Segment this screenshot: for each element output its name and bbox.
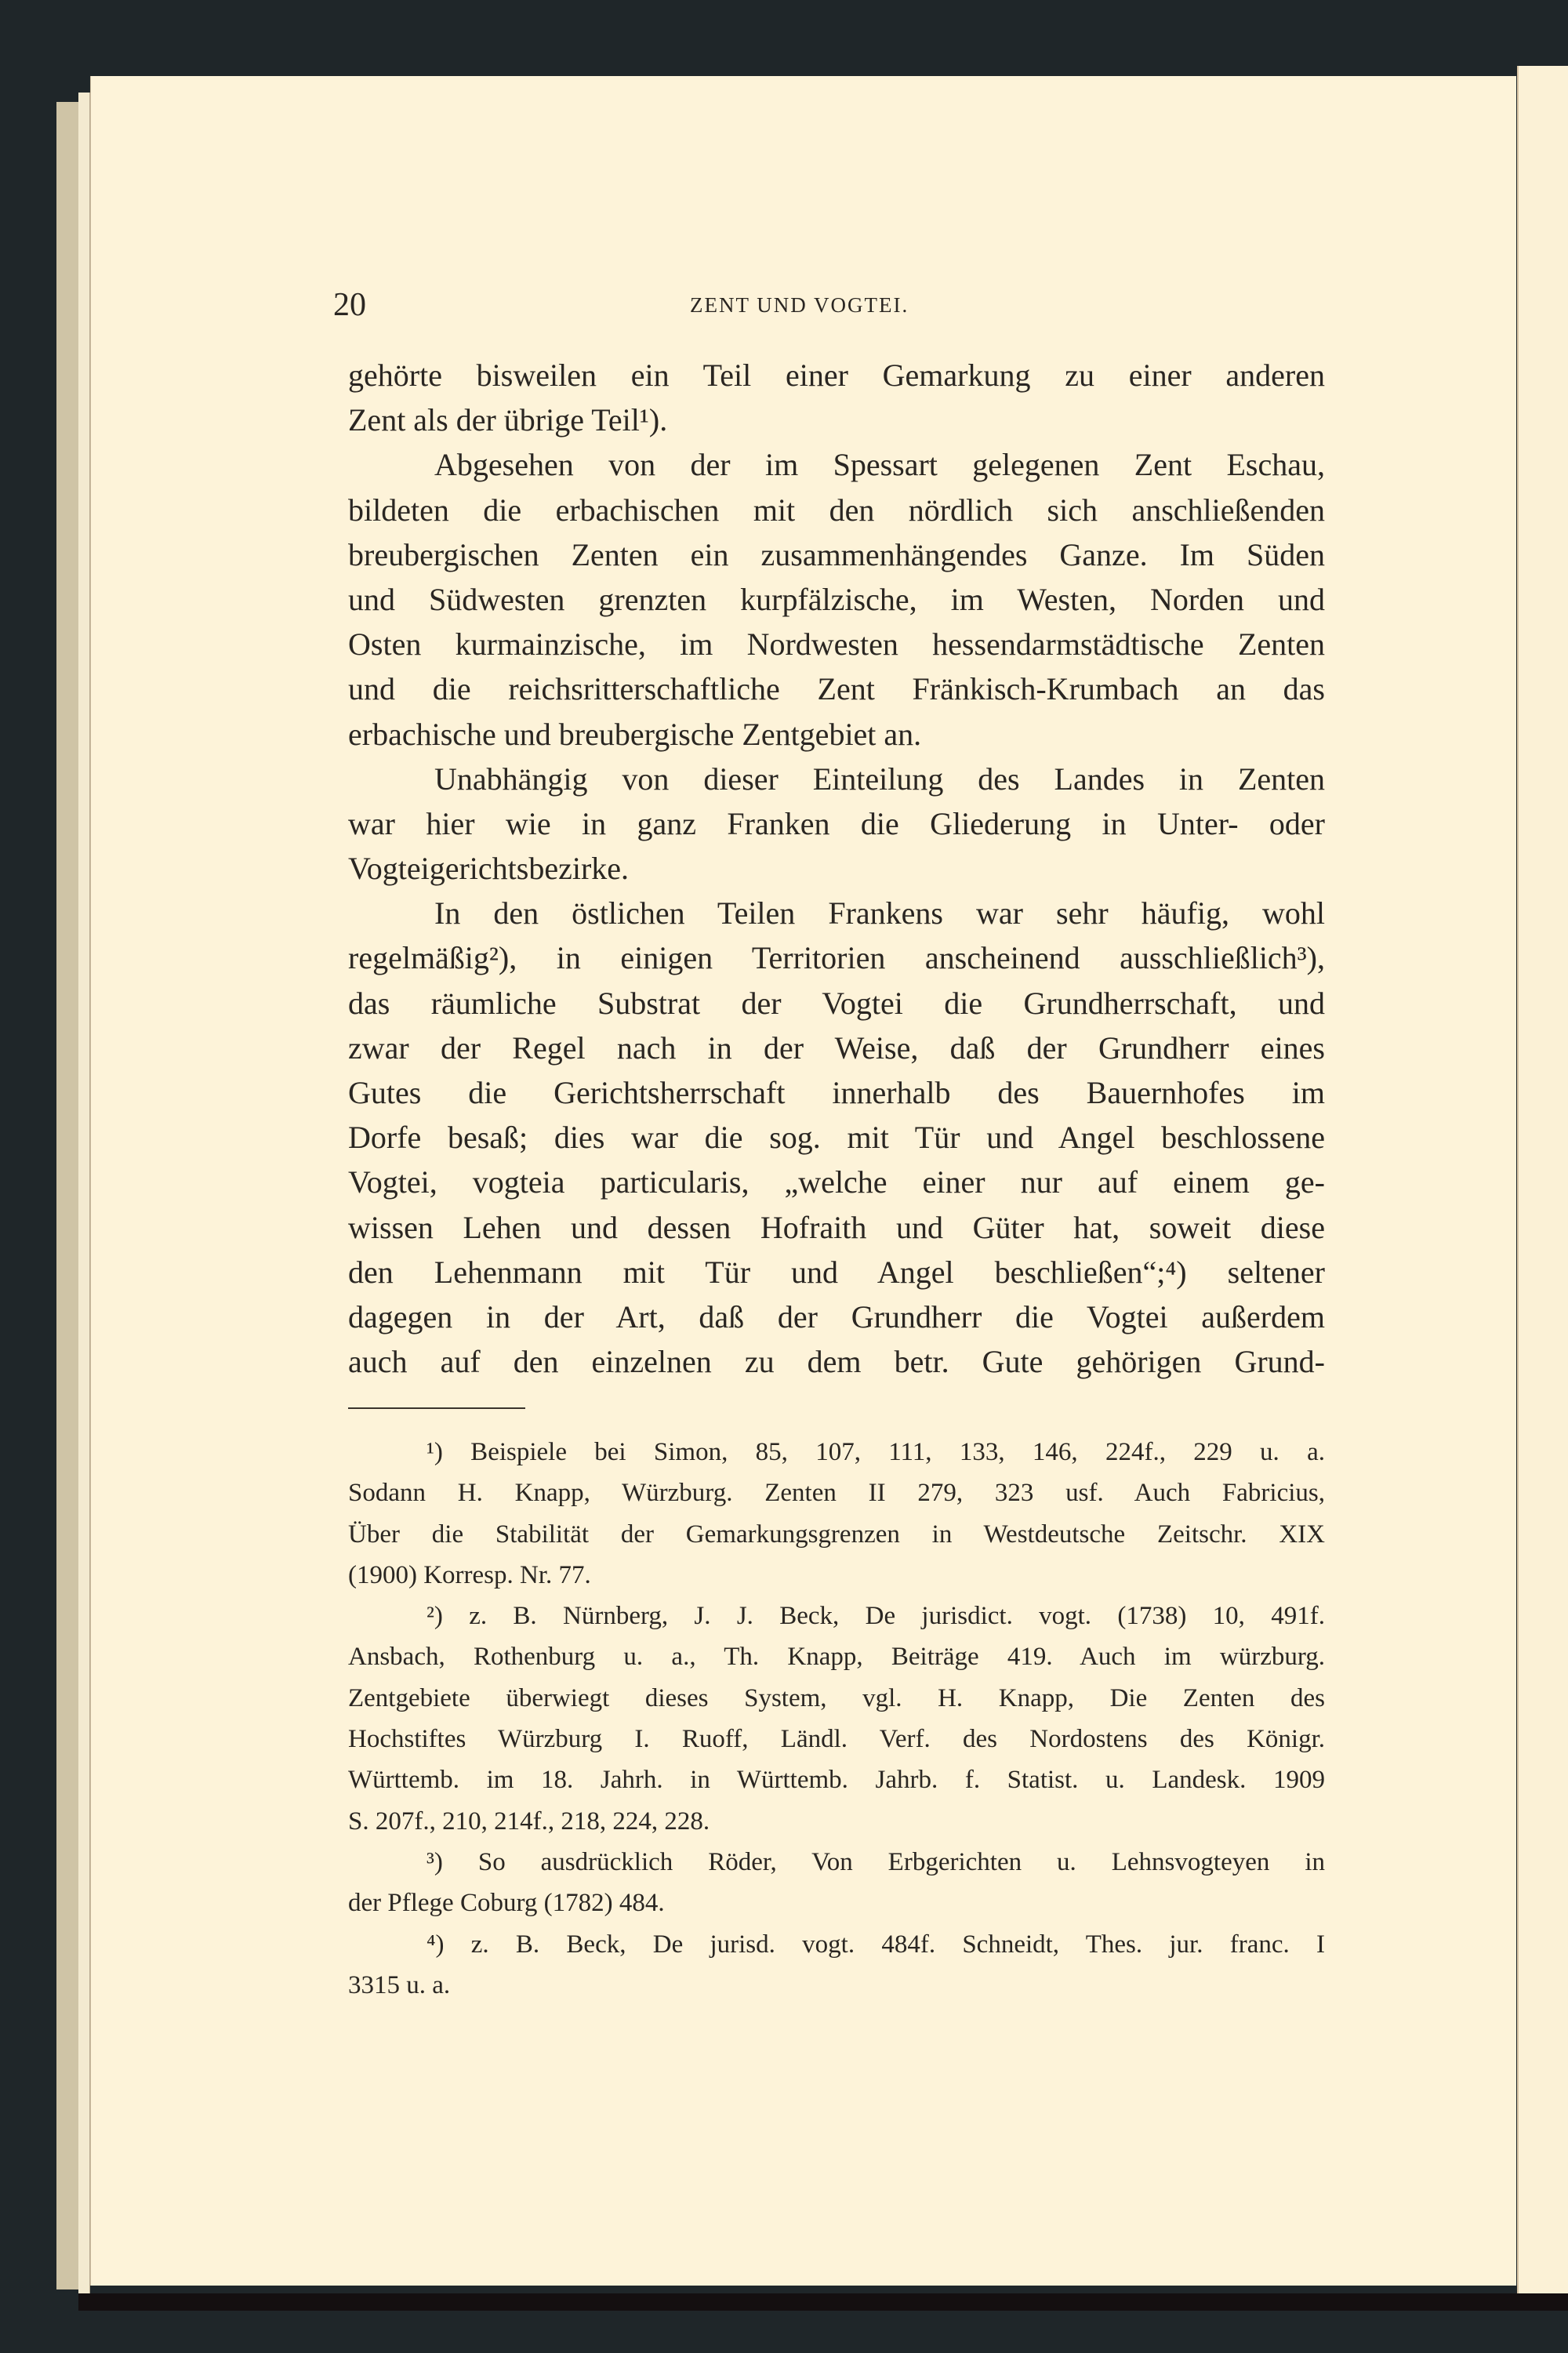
footnote-line: ³) So ausdrücklich Röder, Von Erbgerichten u. Lehnsvogteyen in	[426, 1847, 1325, 1876]
body-line: gehörte bisweilen ein Teil einer Gemarkung zu einer anderen	[348, 358, 1325, 393]
body-line: bildeten die erbachischen mit den nördlich sich anschließenden	[348, 492, 1325, 528]
body-line: und die reichsritterschaftliche Zent Fränkisch-Krumbach an das	[348, 671, 1325, 707]
body-line: wissen Lehen und dessen Hofraith und Güter hat, soweit diese	[348, 1209, 1325, 1245]
body-line: regelmäßig²), in einigen Territorien anscheinend ausschließlich³),	[348, 940, 1325, 976]
body-line: das räumliche Substrat der Vogtei die Grundherrschaft, und	[348, 985, 1325, 1021]
stacked-page-edge	[78, 93, 90, 2304]
footnote-line: Sodann H. Knapp, Würzburg. Zenten II 279, 323 usf. Auch Fabricius,	[348, 1479, 1325, 1508]
body-line: auch auf den einzelnen zu dem betr. Gute gehörigen Grund-	[348, 1344, 1325, 1380]
body-line: Osten kurmainzische, im Nordwesten hessendarmstädtische Zenten	[348, 626, 1325, 663]
footnote-line: der Pflege Coburg (1782) 484.	[348, 1889, 665, 1918]
footnote-line: Ansbach, Rothenburg u. a., Th. Knapp, Beiträge 419. Auch im würzburg.	[348, 1643, 1325, 1672]
footnote-rule	[348, 1407, 525, 1409]
body-line: Unabhängig von dieser Einteilung des Landes in Zenten	[434, 761, 1325, 797]
body-line: war hier wie in ganz Franken die Gliederung in Unter- oder	[348, 805, 1325, 841]
body-line: breubergischen Zenten ein zusammenhängendes Ganze. Im Süden	[348, 536, 1325, 572]
page-shadow	[78, 2293, 1568, 2311]
body-line: Dorfe besaß; dies war die sog. mit Tür und Angel beschlossene	[348, 1120, 1325, 1156]
running-title: ZENT UND VOGTEI.	[690, 293, 909, 317]
body-line: Gutes die Gerichtsherrschaft innerhalb des Bauernhofes im	[348, 1075, 1325, 1110]
body-line: zwar der Regel nach in der Weise, daß der Grundherr eines	[348, 1029, 1325, 1066]
next-page-edge	[1517, 66, 1568, 2299]
footnote-line: ²) z. B. Nürnberg, J. J. Beck, De jurisdict. vogt. (1738) 10, 491f.	[426, 1602, 1325, 1631]
stacked-page-edge	[56, 102, 81, 2289]
body-line: Vogteigerichtsbezirke.	[348, 851, 630, 887]
page-number: 20	[333, 287, 366, 323]
footnote-line: ⁴) z. B. Beck, De jurisd. vogt. 484f. Schneidt, Thes. jur. franc. I	[426, 1930, 1325, 1959]
footnote-line: S. 207f., 210, 214f., 218, 224, 228.	[348, 1807, 710, 1836]
footnote-line: ¹) Beispiele bei Simon, 85, 107, 111, 133, 146, 224f., 229 u. a.	[426, 1438, 1325, 1466]
body-line: erbachische und breubergische Zentgebiet an.	[348, 716, 922, 752]
body-line: Vogtei, vogteia particularis, „welche einer nur auf einem ge-	[348, 1164, 1325, 1200]
footnote-line: (1900) Korresp. Nr. 77.	[348, 1560, 591, 1589]
footnote-line: Hochstiftes Würzburg I. Ruoff, Ländl. Verf. des Nordostens des Königr.	[348, 1725, 1325, 1754]
footnote-line: 3315 u. a.	[348, 1970, 451, 1999]
body-text	[348, 353, 1325, 1384]
body-line: Abgesehen von der im Spessart gelegenen Zent Eschau,	[434, 447, 1325, 483]
body-line: dagegen in der Art, daß der Grundherr die Vogtei außerdem	[348, 1298, 1325, 1334]
body-line: In den östlichen Teilen Frankens war sehr häufig, wohl	[434, 895, 1325, 931]
body-line: Zent als der übrige Teil¹).	[348, 402, 668, 438]
footnotes	[348, 1432, 1325, 2006]
body-line: und Südwesten grenzten kurpfälzische, im Westen, Norden und	[348, 581, 1325, 617]
footnote-line: Über die Stabilität der Gemarkungsgrenzen in Westdeutsche Zeitschr. XIX	[348, 1520, 1325, 1549]
footnote-line: Zentgebiete überwiegt dieses System, vgl. H. Knapp, Die Zenten des	[348, 1683, 1325, 1712]
body-line: den Lehenmann mit Tür und Angel beschließen“;⁴) seltener	[348, 1254, 1325, 1290]
footnote-line: Württemb. im 18. Jahrh. in Württemb. Jahrb. f. Statist. u. Landesk. 1909	[348, 1766, 1325, 1795]
